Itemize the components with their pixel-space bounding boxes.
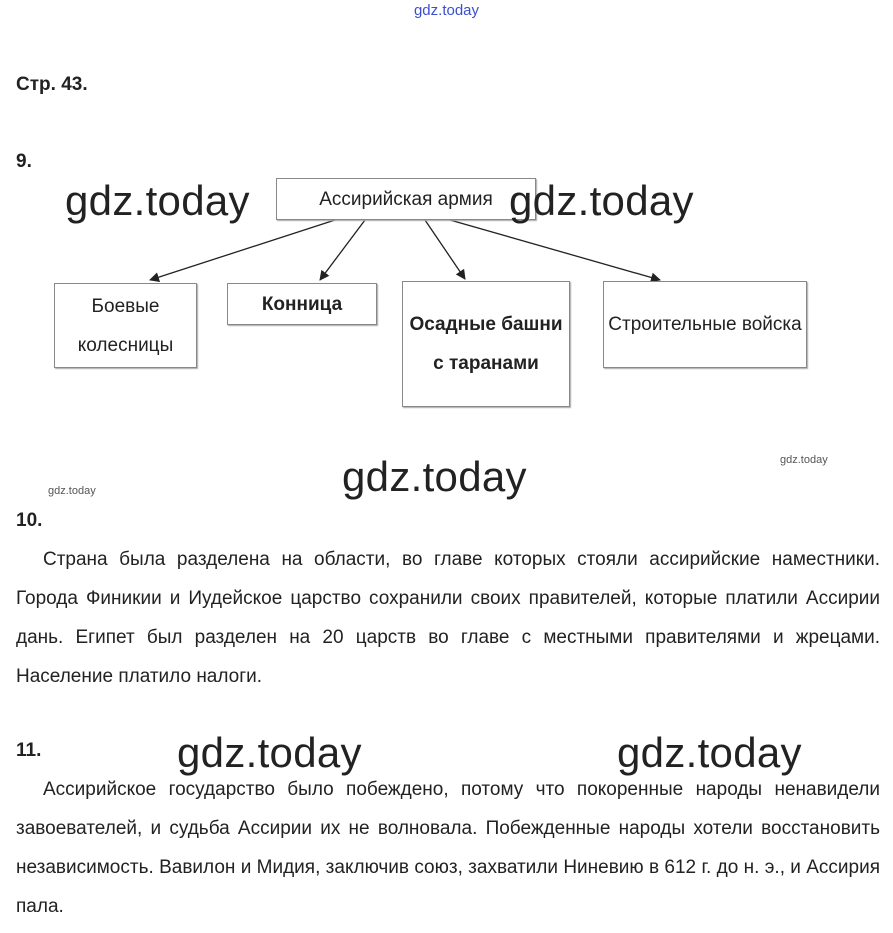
- box-siege-towers: Осадные башни с таранами: [402, 281, 570, 407]
- box-war-chariots: Боевые колесницы: [54, 283, 197, 368]
- small-watermark: gdz.today: [48, 485, 96, 497]
- arrow-to-chariots: [150, 220, 335, 280]
- box-cavalry: Конница: [227, 283, 377, 325]
- page-number: Стр. 43.: [16, 74, 88, 95]
- watermark: gdz.today: [509, 177, 694, 224]
- root-box-assyrian-army: Ассирийская армия: [276, 178, 536, 220]
- watermark: gdz.today: [342, 453, 527, 500]
- arrow-to-siege-towers: [425, 220, 465, 279]
- watermark: gdz.today: [177, 729, 362, 776]
- arrow-to-cavalry: [320, 220, 365, 280]
- question-10-answer: Страна была разделена на области, во главе которых стояли ассирийские наместники. Города Финикии и Иудейское царство сохранили своих правителей, которые платили Ассирии дань. Египет был разделен на 20 царств во главе с местными правителями и жрецами. Население платило налоги.: [16, 549, 880, 687]
- watermark: gdz.today: [65, 177, 250, 224]
- question-10-number: 10.: [16, 510, 43, 531]
- arrow-to-builders: [450, 220, 660, 280]
- question-9-number: 9.: [16, 151, 32, 172]
- question-11-answer: Ассирийское государство было побеждено, потому что покоренные народы ненавидели завоевателей, и судьба Ассирии их не волновала. Побежденные народы хотели восстановить независимость. Вавилон и Мидия, заключив союз, захватили Ниневию в 612 г. до н. э., и Ассирия пала.: [16, 779, 880, 917]
- question-11-number: 11.: [16, 740, 42, 761]
- top-watermark: gdz.today: [413, 2, 480, 19]
- watermark: gdz.today: [617, 729, 802, 776]
- box-engineering-troops: Строительные войска: [603, 281, 807, 368]
- small-watermark: gdz.today: [780, 454, 828, 466]
